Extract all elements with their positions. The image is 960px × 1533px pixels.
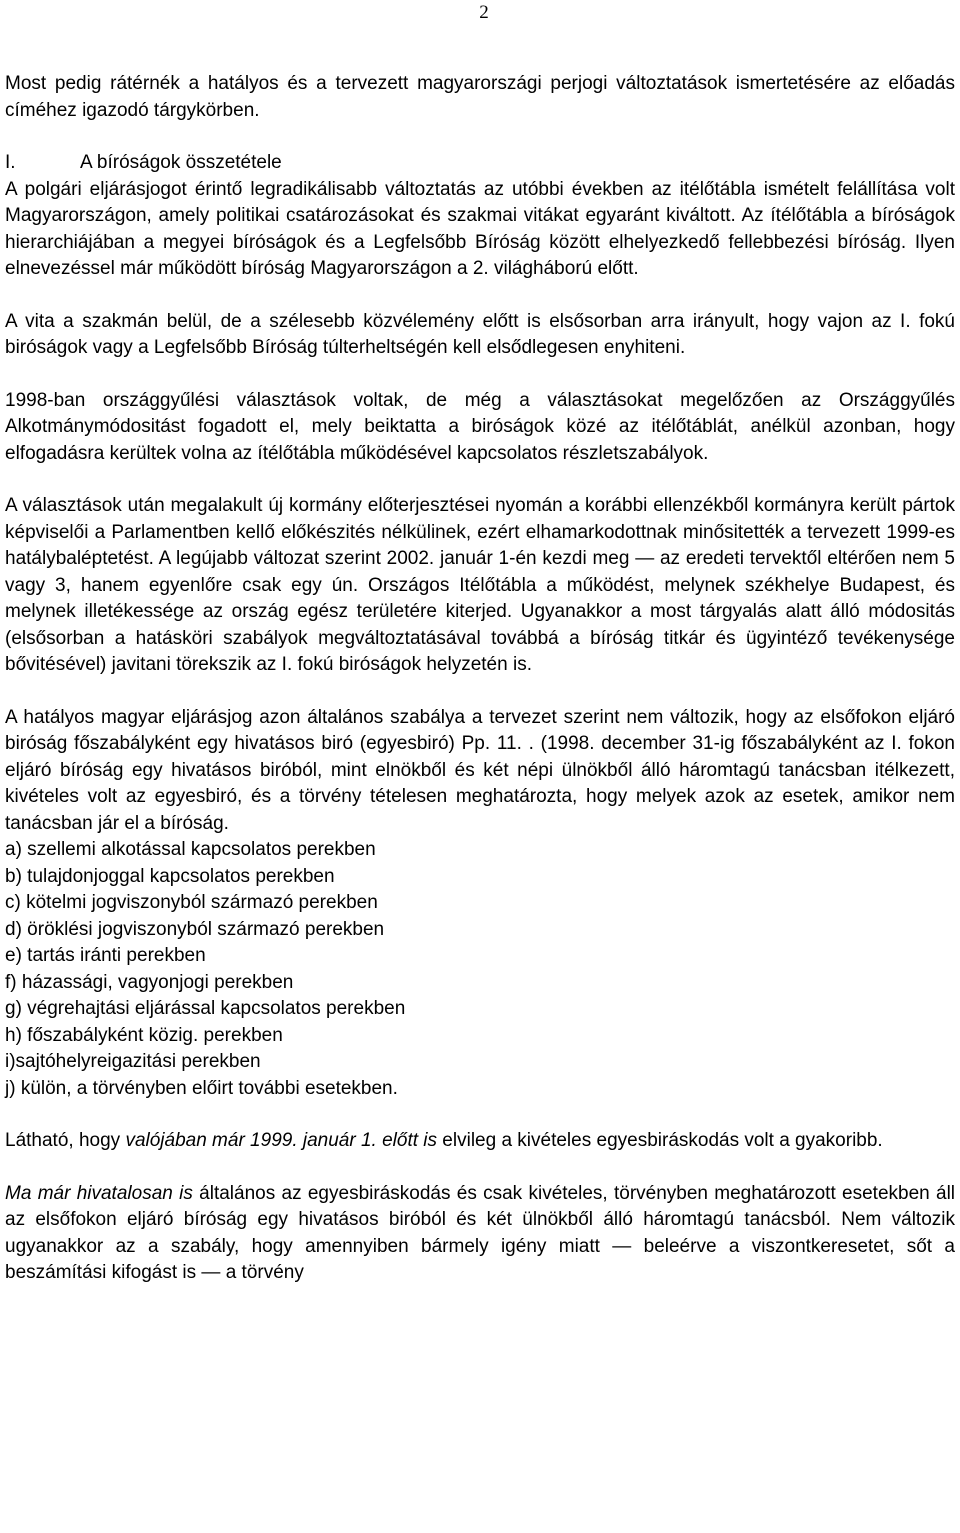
list-item: d) öröklési jogviszonyból származó perekben xyxy=(5,918,385,940)
list-item: g) végrehajtási eljárással kapcsolatos perekben xyxy=(5,998,406,1019)
paragraph-2: A vita a szakmán belül, de a szélesebb közvélemény előtt is elsősorban arra irányult, hogy vajon az I. fokú biróságok vagy a Legfelsőbb Bíróság túlterheltségén kell elsődlegesen enyhiteni. xyxy=(5,310,955,358)
document-body xyxy=(5,71,955,1287)
list-item: j) külön, a törvényben előirt további esetekben. xyxy=(5,1077,398,1099)
paragraph-1: A polgári eljárásjogot érintő legradikálisabb változtatás az utóbbi években az itélőtábla ismételt felállítása volt Magyarországon, amely politikai csatározásokat és szakmai vitákat egyaránt kiváltott. Az ítélőtábla a bíróságok hierarchiájában a megyei bíróságok és a Legfelsőbb Bíróság között elhelyezkedő fellebbezési bíróság. Ilyen elnevezéssel már működött bíróság Magyarországon a 2. világháború előtt. xyxy=(5,178,955,279)
paragraph-3: 1998-ban országgyűlési választások voltak, de még a választásokat megelőzően az Országgyűlés Alkotmánymódositást fogadott el, mely beiktatta a biróságok közé az itélőtáblát, anélkül azonban, hogy elfogadásra kerültek volna az ítélőtábla működésével kapcsolatos részletszabályok. xyxy=(5,389,955,464)
paragraph-7-text: általános az egyesbiráskodás és csak kivételes, törvényben meghatározott esetekben áll az elsőfokon eljáró bíróság egy hivatásos biróból és két ülnökből álló háromtagú tanácsból. Nem változik ugyanakkor az a szabály, hogy amennyiben bármely igény miatt — beleérve a viszontkeresetet, sőt a beszámítási kifogást is — a törvény xyxy=(5,1182,956,1283)
intro-paragraph: Most pedig rátérnék a hatályos és a tervezett magyarországi perjogi változtatások ismertetésére az előadás címéhez igazodó tárgykörben. xyxy=(5,73,955,121)
list-item: i)sajtóhelyreigazitási perekben xyxy=(5,1051,261,1072)
paragraph-6 xyxy=(5,1128,955,1155)
paragraph-7-emphasis: Ma már hivatalosan is xyxy=(5,1182,193,1204)
section-heading xyxy=(5,150,955,177)
list-item: f) házassági, vagyonjogi perekben xyxy=(5,971,294,993)
paragraph-5: A hatályos magyar eljárásjog azon általános szabálya a tervezet szerint nem változik, hogy az elsőfokon eljáró biróság főszabályként egy hivatásos biró (egyesbiró) Pp. 11. . (1998. december 31-ig főszabályként az I. fokon eljáró bíróság egy hivatásos biróból, mint elnökből és két népi ülnökből álló háromtagú tanácsban itélkezett, kivételes volt az egyesbiró, és a törvény tételesen meghatározta, hogy melyek azok az esetek, amikor nem tanácsban jár el a bíróság. xyxy=(5,706,955,834)
list-item: e) tartás iránti perekben xyxy=(5,945,206,966)
page-number: 2 xyxy=(479,2,489,23)
paragraph-4: A választások után megalakult új kormány előterjesztései nyomán a korábbi ellenzékből kormányra került pártok képviselői a Parlamentben kellő előkészités nélkülinek, ezért elhamarkodottnak minősitették a tervezett 1999-es hatálybaléptetést. A legújabb változat szerint 2002. január 1-én kezdi meg — az eredeti tervektől eltérően nem 5 vagy 3, hanem egyenlőre csak egy ún. Országos Itélőtábla a működést, melynek székhelye Budapest, és melynek illetékessége az ország egész területére kiterjed. Ugyanakkor a most tárgyalás alatt álló módositás (elsősorban a hatásköri szabályok megváltoztatásával továbbá a bíróság titkár és ügyintéző tevékenysége bővitésével) javitani törekszik az I. fokú biróságok helyzetén is. xyxy=(5,495,955,675)
paragraph-7 xyxy=(5,1181,955,1287)
list-item: c) kötelmi jogviszonyból származó perekben xyxy=(5,892,378,913)
list-item: a) szellemi alkotással kapcsolatos perekben xyxy=(5,839,376,860)
paragraph-6-text-end: elvileg a kivételes egyesbiráskodás volt a gyakoribb. xyxy=(437,1130,883,1151)
paragraph-6-emphasis: valójában már 1999. január 1. előtt is xyxy=(125,1130,438,1151)
list-item: h) főszabályként közig. perekben xyxy=(5,1024,283,1046)
list-item: b) tulajdonjoggal kapcsolatos perekben xyxy=(5,865,335,887)
section-number: I. xyxy=(5,152,16,173)
paragraph-6-text-start: Látható, hogy xyxy=(5,1130,126,1151)
section-title: A bíróságok összetétele xyxy=(80,152,282,173)
case-list xyxy=(5,837,955,1102)
